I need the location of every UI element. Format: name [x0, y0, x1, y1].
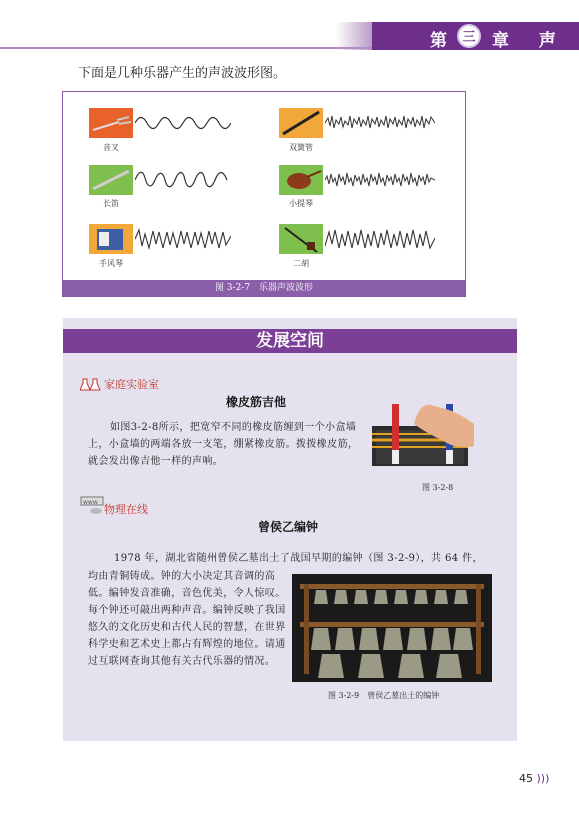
computer-icon: [80, 496, 104, 520]
violin-wave: [325, 168, 435, 192]
violin-image: [279, 165, 323, 195]
physics-online-title: 曾侯乙编钟: [258, 520, 319, 534]
oboe-label: 双簧管: [289, 143, 313, 152]
erhu-image: [279, 224, 323, 254]
chime-bells-caption: 图 3-2-9 曾侯乙墓出土的编钟: [328, 691, 440, 700]
erhu-wave: [325, 226, 435, 252]
erhu-label: 二胡: [293, 259, 309, 268]
chapter-prefix: 第: [430, 31, 449, 51]
rubber-band-guitar-caption: 图 3-2-8: [422, 483, 454, 492]
tuning-fork-label: 音叉: [103, 143, 119, 152]
bells-text-intro: 1978 年，湖北省随州曾侯乙墓出土了战国早期的编钟（图 3-2-9），共 64 件，: [114, 553, 483, 564]
oboe-wave: [325, 112, 435, 134]
accordion-label: 手风琴: [99, 259, 123, 268]
rubber-band-guitar-photo: [372, 400, 476, 470]
flute-wave: [135, 168, 231, 192]
svg-text:www: www: [83, 499, 98, 506]
accordion-image: [89, 224, 133, 254]
accordion-wave: [135, 226, 231, 252]
home-lab-tag: 家庭实验室: [104, 378, 159, 391]
violin-label: 小提琴: [289, 199, 313, 208]
figure-caption: 图 3-2-7 乐器声波波形: [63, 280, 465, 296]
flute-label: 长笛: [103, 199, 119, 208]
oboe-image: [279, 108, 323, 138]
intro-text: 下面是几种乐器产生的声波波形图。: [78, 66, 287, 81]
chapter-title: 章 声: [492, 31, 568, 51]
page-number: [519, 772, 549, 785]
page-number-ornament: ))): [536, 772, 550, 785]
development-title: 发展空间: [256, 331, 324, 351]
tuning-fork-wave: [135, 112, 231, 134]
home-lab-text: 如图3-2-8所示，把宽窄不同的橡皮筋缠到一个小盒墙上，小盒墙的两端各放一支笔，绷紧橡皮筋。拨拨橡皮筋，就会发出像吉他一样的声响。: [88, 422, 359, 467]
page-number-text: 45: [519, 772, 533, 785]
flask-icon: [80, 376, 102, 395]
flute-image: [89, 165, 133, 195]
chapter-number-badge: 三: [457, 24, 481, 48]
physics-online-tag: 物理在线: [104, 503, 148, 516]
waveform-figure: [62, 91, 466, 297]
chime-bells-photo: [292, 574, 492, 682]
tuning-fork-image: [89, 108, 133, 138]
home-lab-title: 橡皮筋吉他: [226, 395, 287, 409]
bells-text-body: 均由青铜铸成。钟的大小决定其音调的高低。编钟发音准确，音色优美，令人惊叹。每个钟还可敲出两种声音。编钟反映了我国悠久的文化历史和古代人民的智慧，在世界科学史和艺术史上都占有辉煌的地位。请通过互联网查询其他有关古代乐器的情况。: [88, 571, 286, 667]
